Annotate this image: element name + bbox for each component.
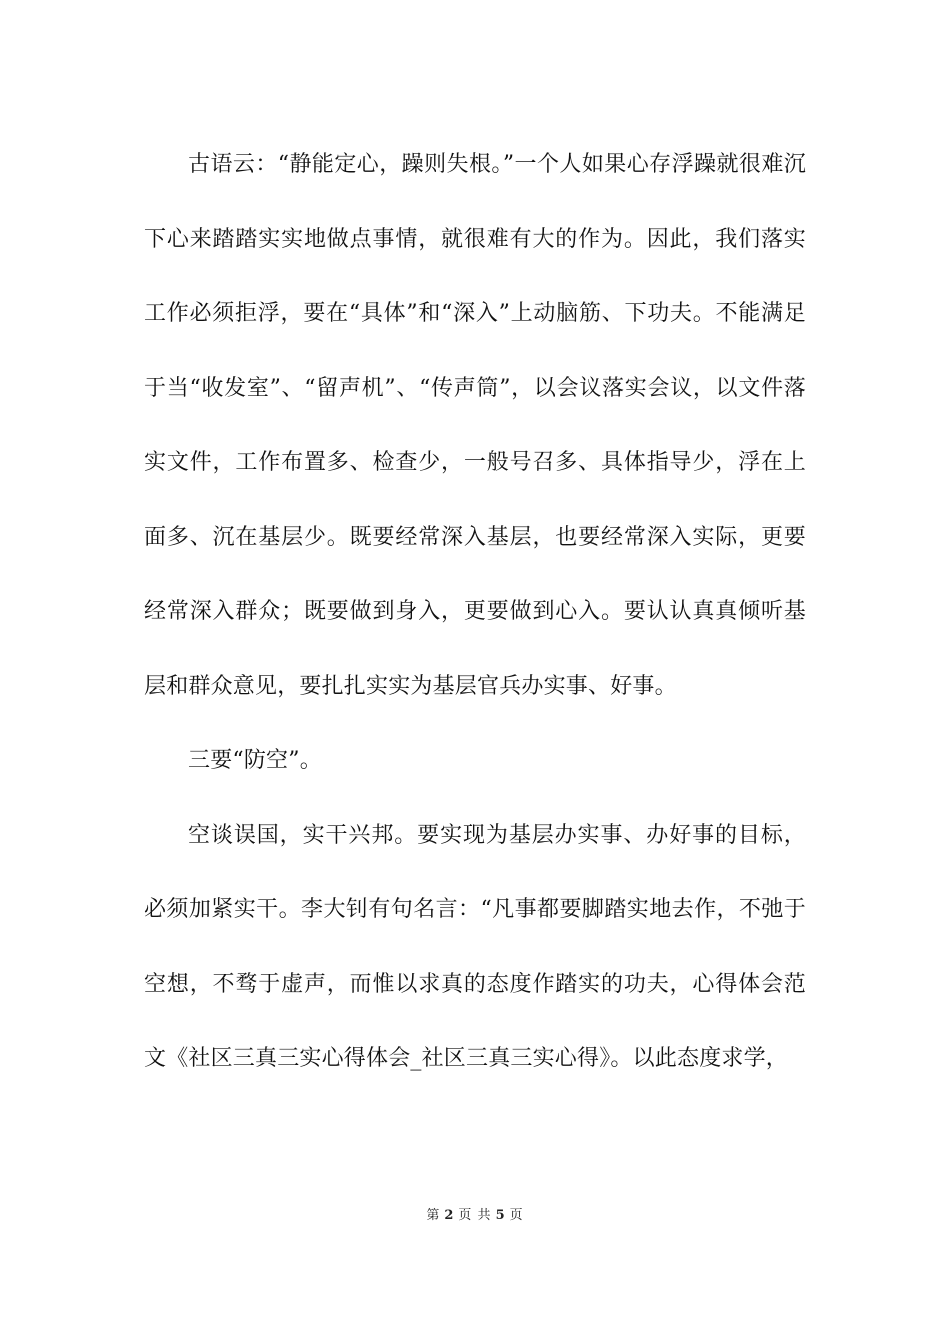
- document-body: [144, 128, 806, 1097]
- paragraph-2-heading: 三要“防空”。: [188, 748, 322, 773]
- paragraph-1: 古语云：“静能定心，躁则失根。”一个人如果心存浮躁就很难沉下心来踏踏实实地做点事情，就很难有大的作为。因此，我们落实工作必须拒浮，要在“具体”和“深入”上动脑筋、下功夫。不能满足于当“收发室”、“留声机”、“传声筒”，以会议落实会议，以文件落实文件，工作布置多、检查少，一般号召多、具体指导少，浮在上面多、沉在基层少。既要经常深入基层，也要经常深入实际，更要经常深入群众；既要做到身入，更要做到心入。要认认真真倾听基层和群众意见，要扎扎实实为基层官兵办实事、好事。: [144, 152, 806, 699]
- total-pages-number: 5: [495, 1208, 506, 1223]
- current-page-number: 2: [444, 1208, 455, 1223]
- footer-prefix: 第: [426, 1208, 441, 1223]
- page-footer: [0, 1206, 950, 1226]
- footer-middle: 页 共: [458, 1208, 492, 1223]
- paragraph-3: 空谈误国，实干兴邦。要实现为基层办实事、办好事的目标，必须加紧实干。李大钊有句名言：“凡事都要脚踏实地去作，不弛于空想，不骛于虚声，而惟以求真的态度作踏实的功夫，心得体会范文《社区三真三实心得体会_社区三真三实心得》。以此态度求学，: [144, 822, 806, 1071]
- footer-suffix: 页: [509, 1208, 524, 1223]
